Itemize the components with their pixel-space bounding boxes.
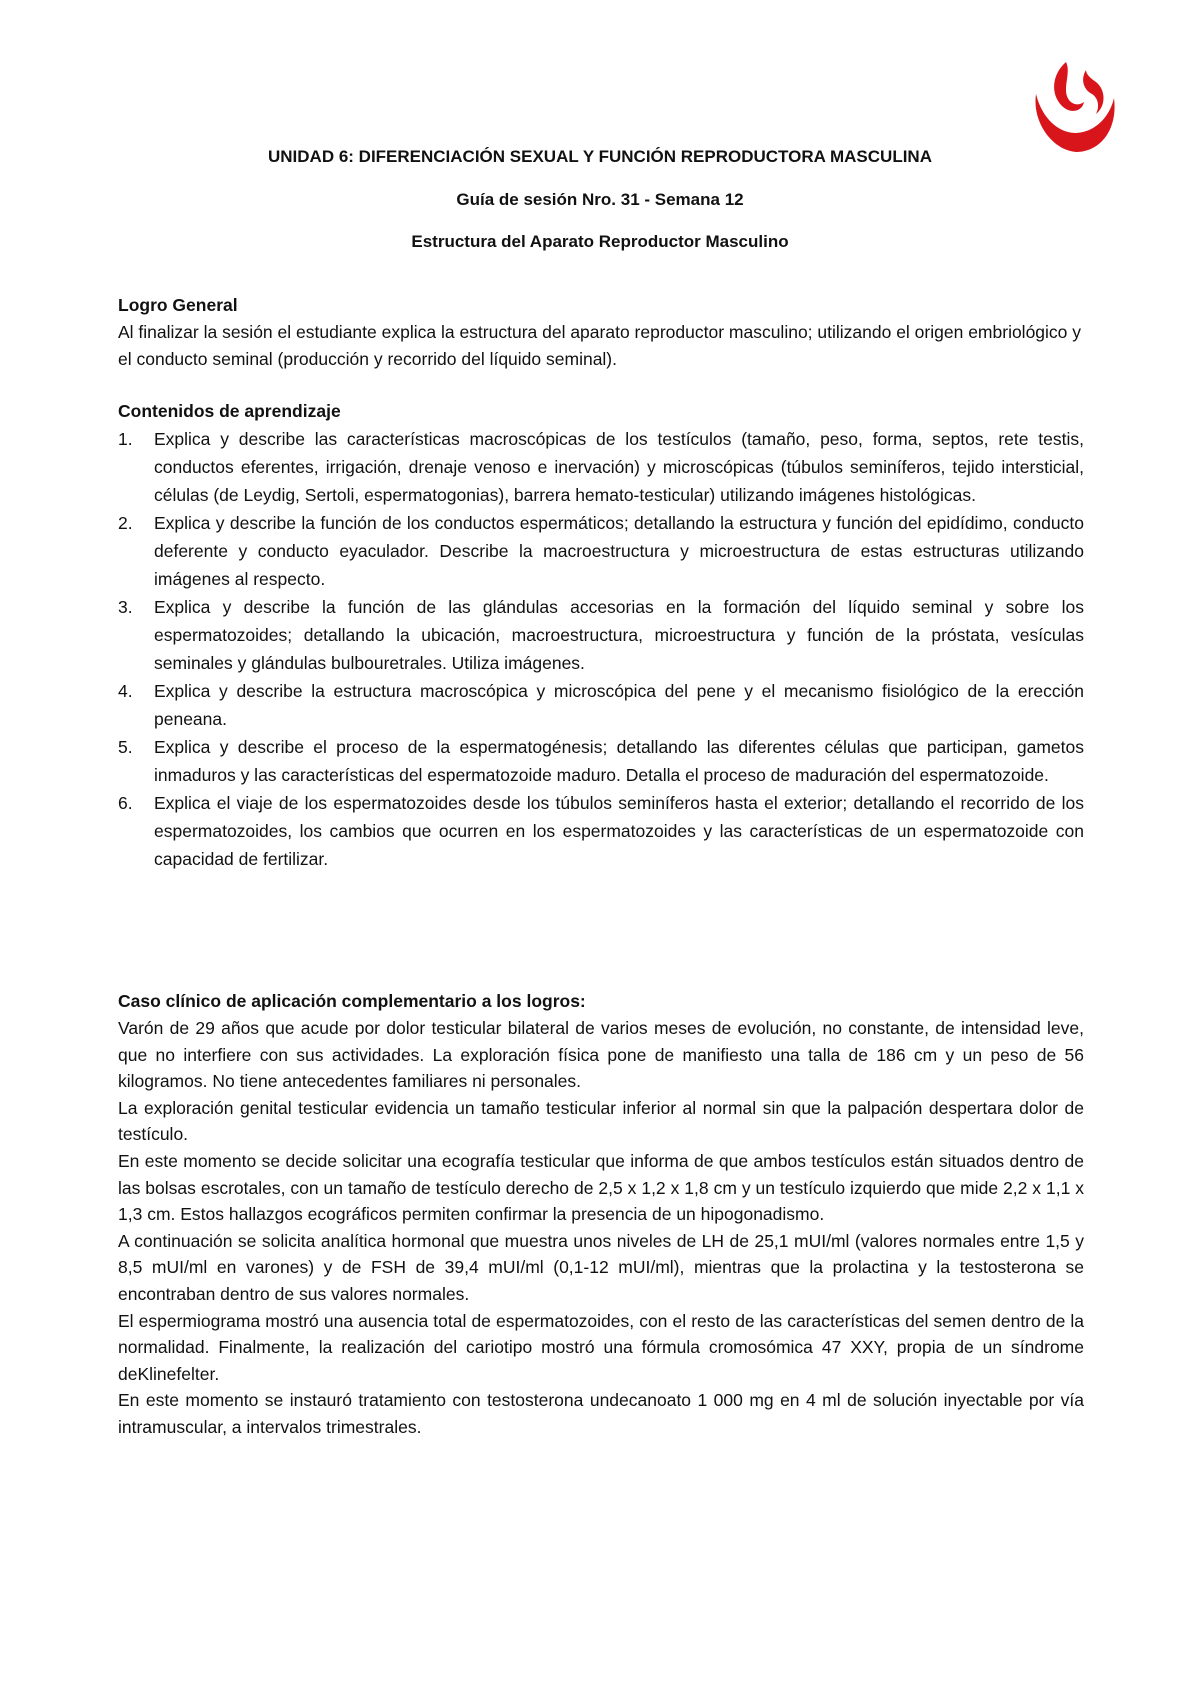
- caso-paragraph: El espermiograma mostró una ausencia total de espermatozoides, con el resto de las características del semen dentro de la normalidad. Finalmente, la realización del cariotipo mostró una fórmula cromosómica 47 XXY, propia de un síndrome deKlinefelter.: [118, 1310, 1084, 1384]
- list-item-number: 2.: [118, 513, 133, 533]
- list-item-number: 6.: [118, 793, 133, 813]
- unit-title: UNIDAD 6: DIFERENCIACIÓN SEXUAL Y FUNCIÓN REPRODUCTORA MASCULINA: [268, 147, 932, 166]
- list-item-text: Explica y describe la función de los conductos espermáticos; detallando la estructura y función del epidídimo, conducto deferente y conducto eyaculador. Describe la macroestructura y microestructura de estas estructuras utilizando imágenes al respecto.: [154, 513, 1084, 589]
- caso-paragraph: En este momento se instauró tratamiento con testosterona undecanoato 1 000 mg en 4 ml de solución inyectable por vía intramuscular, a intervalos trimestrales.: [118, 1390, 1084, 1437]
- list-item-text: Explica y describe las características macroscópicas de los testículos (tamaño, peso, forma, septos, rete testis, conductos eferentes, irrigación, drenaje venoso e inervación) y microscópicas (túbulos seminíferos, tejido intersticial, células (de Leydig, Sertoli, espermatogonias), barrera hemato-testicular) utilizando imágenes histológicas.: [154, 429, 1084, 505]
- logro-text: Al finalizar la sesión el estudiante explica la estructura del aparato reproductor masculino; utilizando el origen embriológico y el conducto seminal (producción y recorrido del líquido seminal).: [118, 322, 1082, 369]
- topic-title: Estructura del Aparato Reproductor Masculino: [411, 232, 789, 251]
- session-title: Guía de sesión Nro. 31 - Semana 12: [456, 190, 744, 209]
- logro-section: [118, 292, 1084, 373]
- list-item-number: 3.: [118, 597, 133, 617]
- caso-heading: Caso clínico de aplicación complementario a los logros:: [118, 991, 586, 1011]
- list-item: [118, 733, 1084, 789]
- list-item: [118, 789, 1084, 873]
- list-item: [118, 425, 1084, 509]
- flame-logo-icon: [1030, 58, 1118, 154]
- contenidos-section: [118, 398, 1084, 873]
- caso-paragraph: A continuación se solicita analítica hormonal que muestra unos niveles de LH de 25,1 mUI/ml (valores normales entre 1,5 y 8,5 mUI/ml en varones) y de FSH de 39,4 mUI/ml (0,1-12 mUI/ml), mientras que la prolactina y la testosterona se encontraban dentro de sus valores normales.: [118, 1230, 1084, 1304]
- logro-heading: Logro General: [118, 295, 238, 315]
- list-item-text: Explica y describe el proceso de la espermatogénesis; detallando las diferentes células que participan, gametos inmaduros y las características del espermatozoide maduro. Detalla el proceso de maduración del espermatozoide.: [154, 737, 1084, 785]
- list-item: [118, 593, 1084, 677]
- list-item-number: 5.: [118, 737, 133, 757]
- caso-paragraph: Varón de 29 años que acude por dolor testicular bilateral de varios meses de evolución, no constante, de intensidad leve, que no interfiere con sus actividades. La exploración física pone de manifiesto una talla de 186 cm y un peso de 56 kilogramos. No tiene antecedentes familiares ni personales.: [118, 1018, 1084, 1092]
- caso-section: [118, 988, 1084, 1441]
- list-item-number: 4.: [118, 681, 133, 701]
- list-item: [118, 677, 1084, 733]
- list-item-text: Explica y describe la estructura macroscópica y microscópica del pene y el mecanismo fisiológico de la erección peneana.: [154, 681, 1084, 729]
- contenidos-list: [118, 425, 1084, 873]
- list-item: [118, 509, 1084, 593]
- list-item-text: Explica el viaje de los espermatozoides desde los túbulos seminíferos hasta el exterior; detallando el recorrido de los espermatozoides, los cambios que ocurren en los espermatozoides y las características de un espermatozoide con capacidad de fertilizar.: [154, 793, 1084, 869]
- caso-paragraph: En este momento se decide solicitar una ecografía testicular que informa de que ambos testículos están situados dentro de las bolsas escrotales, con un tamaño de testículo derecho de 2,5 x 1,2 x 1,8 cm y un testículo izquierdo que mide 2,2 x 1,1 x 1,3 cm. Estos hallazgos ecográficos permiten confirmar la presencia de un hipogonadismo.: [118, 1150, 1084, 1225]
- contenidos-heading: Contenidos de aprendizaje: [118, 401, 341, 421]
- list-item-number: 1.: [118, 429, 133, 449]
- caso-paragraph: La exploración genital testicular evidencia un tamaño testicular inferior al normal sin que la palpación despertara dolor de testículo.: [118, 1097, 1084, 1145]
- list-item-text: Explica y describe la función de las glándulas accesorias en la formación del líquido seminal y sobre los espermatozoides; detallando la ubicación, macroestructura, microestructura y función de la próstata, vesículas seminales y glándulas bulbouretrales. Utiliza imágenes.: [154, 597, 1084, 673]
